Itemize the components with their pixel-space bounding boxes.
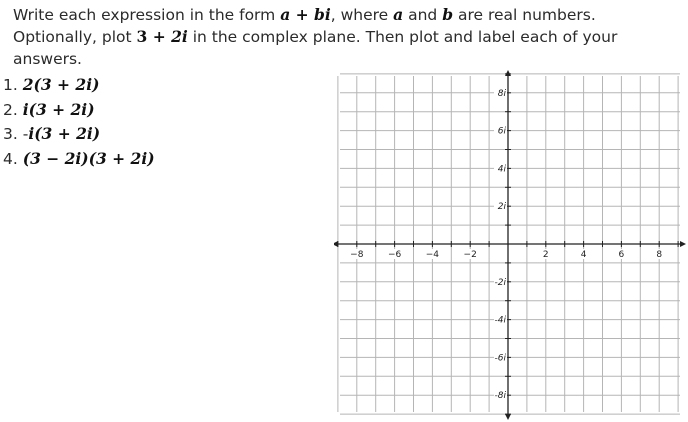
real-axis-tick-label: −6 <box>387 250 402 260</box>
imaginary-axis-tick-label: -8i <box>494 391 506 402</box>
real-axis-tick-label: 6 <box>618 250 625 260</box>
real-axis-tick-label: −4 <box>425 250 440 260</box>
imaginary-axis-tick-label: 2i <box>497 202 506 213</box>
real-axis-tick-label: 8 <box>656 250 663 260</box>
problem-number: 4. <box>3 149 18 168</box>
imaginary-axis-tick-label: -6i <box>494 353 506 364</box>
complex-plane-graph[interactable] <box>334 70 686 420</box>
instructions-text: Write each expression in the form a + bi, where a and b are real numbers. Optionally, plot 3 + 2i in the complex plane. Then plot and label each of your answers. <box>13 5 618 68</box>
variable-a: a <box>393 5 404 24</box>
problem-number: 1. <box>3 76 18 94</box>
real-axis-tick-label: −2 <box>463 250 477 260</box>
imaginary-axis-arrow-up-icon <box>505 70 511 76</box>
problem-item <box>3 98 155 123</box>
imaginary-axis-tick-label: 4i <box>497 164 506 175</box>
variable-b: b <box>442 5 454 24</box>
problem-item <box>3 147 155 172</box>
problem-number: 2. <box>3 100 18 119</box>
real-axis-tick-label: 4 <box>580 250 587 260</box>
problem-expression: (3 − 2i)(3 + 2i) <box>22 148 155 168</box>
imaginary-axis-tick-label: 6i <box>497 126 506 137</box>
imaginary-axis-arrow-down-icon <box>505 414 511 420</box>
imaginary-axis-tick-label: 8i <box>497 88 506 99</box>
real-axis-arrow-right-icon <box>680 241 686 247</box>
problem-expression: 2(3 + 2i) <box>22 75 100 94</box>
real-axis-tick-label: 2 <box>542 250 549 260</box>
real-axis-arrow-left-icon <box>334 241 338 247</box>
expression-a-plus-bi: a + bi <box>280 5 331 24</box>
problem-expression: i(3 + 2i) <box>28 124 101 143</box>
imaginary-axis-tick-label: -4i <box>494 315 506 326</box>
problem-item: 3. -i(3 + 2i) <box>3 124 101 143</box>
real-axis-tick-label: −8 <box>350 250 364 260</box>
problem-expression: i(3 + 2i) <box>22 99 95 119</box>
problem-list <box>3 73 155 171</box>
expression-3-plus-2i: 3 + 2i <box>136 27 188 46</box>
problem-item <box>3 73 155 98</box>
problem-number: 3. <box>3 125 18 143</box>
imaginary-axis-tick-label: -2i <box>494 277 506 288</box>
